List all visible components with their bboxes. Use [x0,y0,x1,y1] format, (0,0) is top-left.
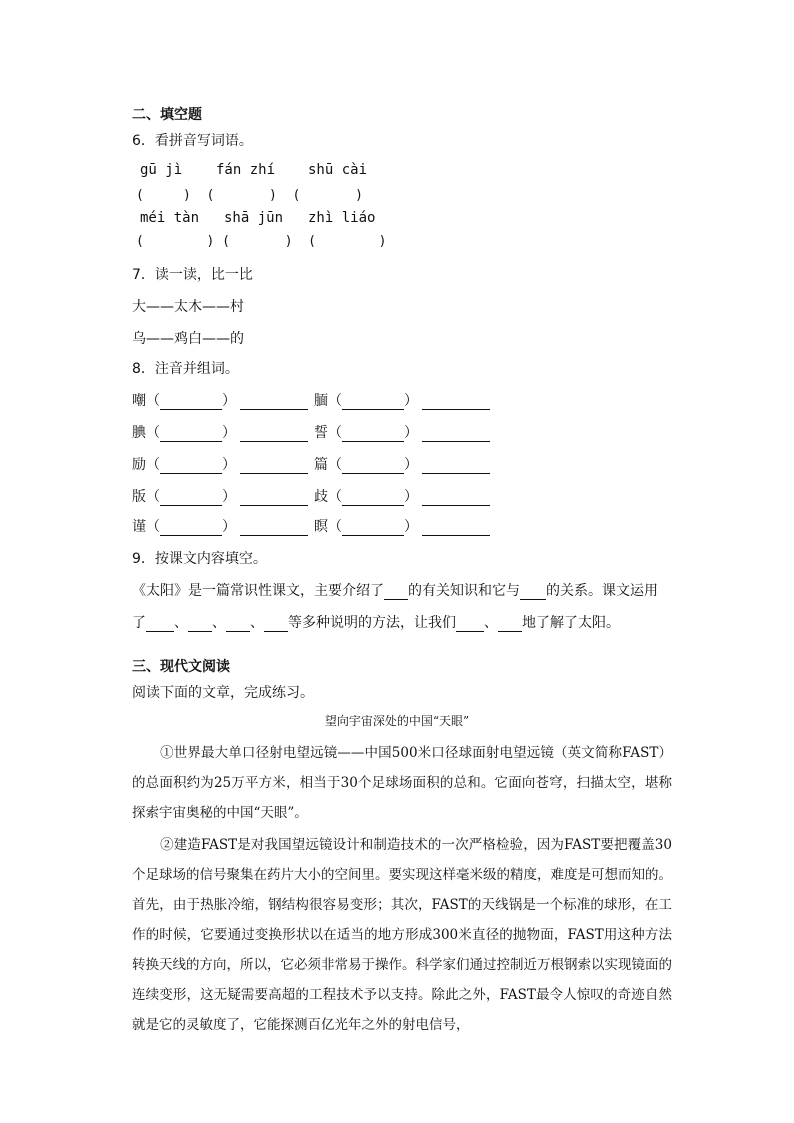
fill-blank[interactable] [146,617,174,632]
pinyin-2: fán zhí [216,162,276,178]
pinyin-blank[interactable] [160,395,222,410]
char-item: 瞑 [314,519,328,535]
fill-blank[interactable] [384,585,408,600]
pinyin-5: shā jūn [224,210,284,226]
word-blank[interactable] [422,521,490,536]
q9-text: 、 [212,615,226,631]
q9-text: 了 [132,615,146,631]
word-blank[interactable] [240,491,308,506]
char-item: 腼 [314,393,328,409]
word-blank[interactable] [422,427,490,442]
char-item: 嘲 [132,393,146,409]
fill-blank[interactable] [188,617,212,632]
pinyin-blank[interactable] [160,459,222,474]
fill-blank[interactable] [520,585,546,600]
pinyin-3: shū cài [308,162,368,178]
char-item: 腆 [132,425,146,441]
word-blank[interactable] [422,459,490,474]
q9-line-1 [132,580,658,600]
q9-text: 等多种说明的方法，让我们 [288,615,456,631]
q9-text: 、 [250,615,264,631]
answer-parens-row-1[interactable]: ( ) ( ) ( ) [136,188,363,203]
word-blank[interactable] [240,521,308,536]
pinyin-blank[interactable] [342,427,404,442]
pinyin-blank[interactable] [342,521,404,536]
char-item: 篇 [314,457,328,473]
q9-line-2 [132,612,620,632]
q9-text: 地了解了太阳。 [522,615,620,631]
fill-blank[interactable] [498,617,522,632]
section-title-fill-blank: 二、填空题 [132,107,202,123]
pinyin-blank[interactable] [160,427,222,442]
fill-blank[interactable] [264,617,288,632]
word-blank[interactable] [240,395,308,410]
article-paragraph-1: ①世界最大单口径射电望远镜——中国500米口径球面射电望远镜（英文简称FAST）的总面积约为25万平方米，相当于30个足球场面积的总和。它面向苍穹，扫描太空，堪称探索宇宙奥秘的中国“天眼”。 [132,745,672,821]
question-6-label: 6．看拼音写词语。 [132,133,253,149]
word-blank[interactable] [422,395,490,410]
q9-text: 《太阳》是一篇常识性课文，主要介绍了 [132,583,384,599]
section-title-reading: 三、现代文阅读 [132,659,230,675]
char-item: 版 [132,489,146,505]
fill-blank[interactable] [456,617,484,632]
article-paragraph-2: ②建造FAST是对我国望远镜设计和制造技术的一次严格检验，因为FAST要把覆盖30个足球场的信号聚集在药片大小的空间里。要实现这样毫米级的精度，难度是可想而知的。首先，由于热胀冷缩，钢结构很容易变形；其次，FAST的天线锅是一个标准的球形，在工作的时候，它要通过变换形状以在适当的地方形成300米直径的抛物面，FAST用这种方法转换天线的方向，所以，它必须非常易于操作。科学家们通过控制近万根钢索以实现镜面的连续变形，这无疑需要高超的工程技术予以支持。除此之外，FAST最令人惊叹的奇迹自然就是它的灵敏度了，它能探测百亿光年之外的射电信号， [132,837,672,1033]
compare-line-1: 大——太木——村 [132,299,244,315]
answer-parens-row-2[interactable]: ( ) ( ) ( ) [136,234,387,249]
q9-text: 、 [484,615,498,631]
reading-instruction: 阅读下面的文章，完成练习。 [132,685,314,701]
pinyin-blank[interactable] [342,459,404,474]
compare-line-2: 乌——鸡白——的 [132,331,244,347]
pinyin-blank[interactable] [160,521,222,536]
pinyin-blank[interactable] [342,491,404,506]
char-item: 励 [132,457,146,473]
pinyin-6: zhì liáo [308,210,376,226]
word-blank[interactable] [422,491,490,506]
pinyin-4: méi tàn [140,210,200,226]
char-item: 誓 [314,425,328,441]
fill-blank[interactable] [226,617,250,632]
pinyin-blank[interactable] [160,491,222,506]
char-item: 歧 [314,489,328,505]
word-blank[interactable] [240,459,308,474]
question-8-label: 8．注音并组词。 [132,361,239,377]
q9-text: 的有关知识和它与 [408,583,520,599]
pinyin-blank[interactable] [342,395,404,410]
q9-text: 的关系。课文运用 [546,583,658,599]
question-9-label: 9．按课文内容填空。 [132,551,267,567]
word-blank[interactable] [240,427,308,442]
pinyin-1: gū jì [140,162,183,178]
q9-text: 、 [174,615,188,631]
question-7-label: 7．读一读，比一比 [132,267,253,283]
article-title: 望向宇宙深处的中国“天眼” [324,714,470,728]
char-item: 谨 [132,519,146,535]
exam-page: 二、填空题 6．看拼音写词语。 gū jì fán zhí shū cài ( ) ( ) ( ) méi tàn shā jūn zhì liáo ( ) ( ) ( ) 7．读一读，比一比 大——太木——村 乌——鸡白——的 8．注音并组词。 嘲（ ） 腼（ ） 腆（ ） 誓（ ） 励（ ） 篇（ ） 版（ ） 歧（ ） 谨（ ） 瞑（ ） 9．按课文内容填空。 《太阳》是一篇常识性课文，主要介绍了 的有关知识和它与 的关系。课文运用 了 、 、 、 等多种说明的方法，让我们 、 地了解了太阳。 三、现代文阅读 阅读下面的文章，完成练习。 望向宇宙深处的中国“天眼” ①世界最大单口径射电望远镜——中国500米口径球面射电望远镜（英文简称FAST）的总面积约为25万平方米，相当于30个足球场面积的总和。它面向苍穹，扫描太空，堪称探索宇宙奥秘的中国“天眼”。 ②建造FAST是对我国望远镜设计和制造技术的一次严格检验，因为FAST要把覆盖30个足球场的信号聚集在药片大小的空间里。要实现这样毫米级的精度，难度是可想而知的。首先，由于热胀冷缩，钢结构很容易变形；其次，FAST的天线锅是一个标准的球形，在工作的时候，它要通过变换形状以在适当的地方形成300米直径的抛物面，FAST用这种方法转换天线的方向，所以，它必须非常易于操作。科学家们通过控制近万根钢索以实现镜面的连续变形，这无疑需要高超的工程技术予以支持。除此之外，FAST最令人惊叹的奇迹自然就是它的灵敏度了，它能探测百亿光年之外的射电信号， [0,0,794,1123]
